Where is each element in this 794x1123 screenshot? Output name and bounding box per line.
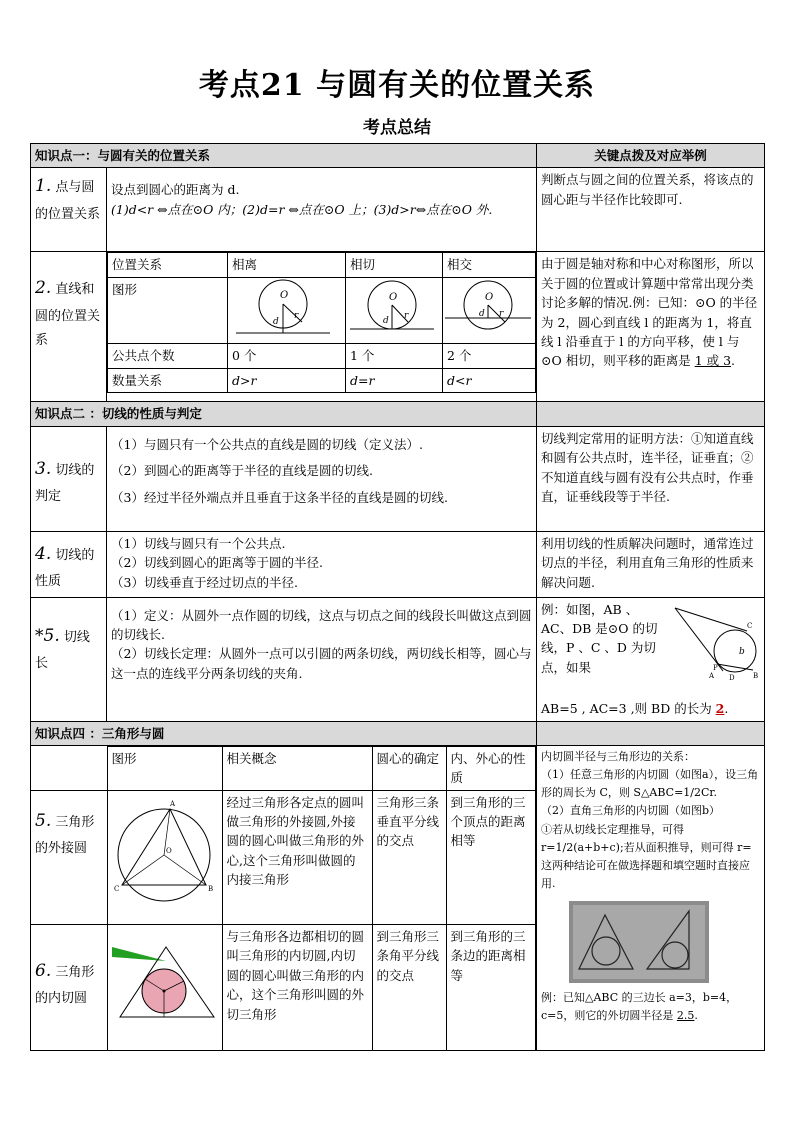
svg-text:D: D: [729, 673, 735, 682]
property-item-3: （3）切线垂直于经过切点的半径.: [111, 574, 298, 590]
key-points-header: 关键点拨及对应举例: [537, 144, 765, 168]
relation-tangent: d=r: [346, 368, 443, 392]
row-line-circle: [31, 252, 765, 402]
position-conditions: (1)d<r ⇔点在⊙O 内；(2)d=r ⇔点在⊙O 上；(3)d>r⇔点在⊙O 外.: [111, 201, 493, 217]
separate-figure: [228, 278, 338, 338]
judgement-item-2: （2）到圆心的距离等于半径的直线是圆的切线.: [111, 463, 373, 479]
incircle-figure: [108, 925, 221, 1045]
note-text: 由于圆是轴对称和中心对称图形，所以关于圆的位置或计算题中常常出现分类讨论多解的情况.例：已知：⊙O 的半径为 2，圆心到直线 l 的距离为 1，将直线 l 沿垂直于 l 的方向平移，使 l 与⊙O 相切，则平移的距离是: [541, 256, 758, 369]
svg-text:O: O: [389, 291, 398, 303]
example-answer: 2.5: [676, 1009, 695, 1023]
topic-number: 2.: [35, 278, 52, 299]
points-intersect: 2 个: [443, 344, 536, 368]
header-property: 内、外心的性质: [446, 746, 536, 790]
example-text: 例：如图，AB 、AC、DB 是⊙O 的切线，P 、C 、D 为切点，如果: [541, 601, 658, 675]
section-4-title: 知识点四 ：三角形与圆: [31, 721, 537, 745]
line-circle-table: [107, 252, 536, 393]
figure-label: 图形: [108, 277, 228, 343]
svg-text:d: d: [479, 308, 485, 319]
key-note-2: [537, 252, 765, 402]
key-note-4: 利用切线的性质解决问题时，通常连过切点的半径，利用直角三角形的性质来解决问题.: [537, 531, 765, 597]
example-end: .: [694, 1009, 698, 1023]
topic-cell-2: [31, 252, 107, 402]
topic-label: 切线的判定: [35, 462, 95, 505]
topic-cell-circumcircle: [31, 790, 107, 924]
key-note-3: 切线判定常用的证明方法：①知道直线和圆有公共点时，连半径，证垂直；②不知道直线与圆有没有公共点时，作垂直，证垂线段等于半径.: [537, 426, 765, 531]
header-tangent: 相切: [346, 253, 443, 277]
tangent-length-definition: （1）定义：从圆外一点作圆的切线，这点与切点之间的线段长叫做这点到圆的切线长.: [111, 607, 532, 643]
row-tangent-judgement: [31, 426, 765, 531]
topic-cell-1: [31, 168, 107, 252]
header-position: 位置关系: [108, 253, 228, 277]
section-1-title: 知识点一：与圆有关的位置关系: [31, 144, 537, 168]
header-center: 圆心的确定: [372, 746, 446, 790]
topic-number: *5.: [35, 625, 60, 646]
topic-number: 6.: [35, 961, 52, 982]
note-item-1: （1）任意三角形的内切圆（如图a），设三角形的周长为 C，则 S△ABC=1/2Cr.: [541, 768, 759, 800]
note-title: 内切圆半径与三角形边的关系：: [541, 749, 696, 763]
judgement-item-3: （3）经过半径外端点并且垂直于这条半径的直线是圆的切线.: [111, 489, 448, 505]
section-header-1: [31, 144, 765, 168]
relation-label: 数量关系: [108, 368, 228, 392]
svg-text:B: B: [753, 671, 759, 680]
svg-text:b: b: [739, 646, 745, 657]
svg-text:A: A: [169, 799, 175, 808]
page-title: 考点21 与圆有关的位置关系: [198, 68, 596, 103]
topic-cell-4: [31, 531, 107, 597]
topic-label: 三角形的外接圆: [35, 814, 95, 857]
header-intersect: 相交: [443, 253, 536, 277]
intersect-figure: [443, 278, 533, 338]
topic-label: 三角形的内切圆: [35, 965, 95, 1007]
key-note-5: [537, 597, 765, 721]
judgement-item-1: （1）与圆只有一个公共点的直线是圆的切线（定义法）.: [111, 436, 423, 452]
example: [541, 989, 760, 1025]
svg-text:d: d: [383, 315, 389, 326]
topic-label: 切线的性质: [35, 547, 95, 590]
header-separate: 相离: [228, 253, 346, 277]
incircle-concept: 与三角形各边都相切的圆叫三角形的内切圆,内切圆的圆心叫做三角形的内心，这个三角形叫圆的外切三角形: [222, 925, 372, 1051]
topic-number: 5.: [35, 810, 52, 831]
header-concept: 相关概念: [222, 746, 372, 790]
svg-text:O: O: [165, 846, 172, 855]
question-end: .: [724, 701, 729, 717]
circumcircle-concept: 经过三角形各定点的圆叫做三角形的外接圆,外接圆的圆心叫做三角形的外心,这个三角形叫做圆的内接三角形: [222, 790, 372, 924]
incircle-property: 到三角形的三条边的距离相等: [446, 925, 536, 1051]
incircle-center: 到三角形三条角平分线的交点: [372, 925, 446, 1051]
svg-text:r: r: [294, 310, 299, 321]
topic-number: 3.: [35, 458, 52, 479]
circumcircle-center: 三角形三条垂直平分线的交点: [372, 790, 446, 924]
question-text: AB=5 , AC=3 ,则 BD 的长为: [541, 701, 716, 717]
svg-text:P: P: [713, 663, 718, 672]
relation-separate: d>r: [228, 368, 346, 392]
row-point-circle: [31, 168, 765, 252]
property-item-1: （1）切线与圆只有一个公共点.: [111, 535, 286, 551]
svg-text:A: A: [709, 671, 715, 680]
tangent-length-theorem: （2）切线长定理：从圆外一点可以引圆的两条切线，两切线长相等，圆心与这一点的连线平分两条切线的夹角.: [111, 646, 532, 681]
svg-text:B: B: [207, 884, 213, 893]
topic-number: 4.: [35, 543, 52, 564]
topic-cell-3: [31, 426, 107, 531]
property-item-2: （2）切线到圆心的距离等于圆的半径.: [111, 555, 323, 571]
svg-text:O: O: [485, 291, 494, 303]
row-tangent-length: [31, 597, 765, 721]
header-figure: 图形: [107, 746, 222, 790]
topic-label: 点与圆的位置关系: [35, 180, 101, 222]
svg-text:r: r: [499, 308, 504, 319]
tangent-length-figure: [673, 604, 763, 682]
row-tangent-property: [31, 531, 765, 597]
topic-label: 切线长: [35, 629, 90, 672]
note-item-3: ①若从切线长定理推导，可得 r=1/2(a+b+c);若从面积推导，则可得 r=这两种结论可在做选择题和填空题时直接应用.: [541, 822, 752, 890]
points-tangent: 1 个: [346, 344, 443, 368]
section-header-4: [31, 721, 765, 745]
row-triangle-circle: [31, 745, 765, 1051]
section-header-2: [31, 402, 765, 426]
tangent-figure: [346, 278, 438, 338]
topic-cell-incircle: [31, 925, 107, 1051]
summary-table: [30, 143, 765, 1051]
note-answer: 1 或 3: [694, 353, 732, 369]
section-2-title: 知识点二 ：切线的性质与判定: [31, 402, 537, 426]
circumcircle-property: 到三角形的三个顶点的距离相等: [446, 790, 536, 924]
svg-text:O: O: [280, 289, 289, 301]
topic-label: 直线和圆的位置关系: [35, 282, 101, 349]
distance-definition: 设点到圆心的距离为 d.: [111, 182, 240, 198]
circumcircle-figure: [108, 791, 221, 919]
key-note-triangle: [537, 745, 765, 1051]
relation-intersect: d<r: [443, 368, 536, 392]
topic-number: 1.: [35, 176, 52, 197]
svg-text:d: d: [273, 316, 279, 327]
triangle-circle-table: [31, 746, 536, 1051]
question-answer: 2: [715, 701, 725, 717]
svg-text:r: r: [404, 310, 409, 321]
points-separate: 0 个: [228, 344, 346, 368]
topic-cell-5: [31, 597, 107, 721]
svg-text:C: C: [747, 621, 753, 630]
example-text: 例：已知△ABC 的三边长 a=3，b=4，c=5，则它的外切圆半径是: [541, 991, 738, 1023]
page-subtitle: 考点总结: [363, 118, 431, 138]
note-end: .: [731, 353, 736, 369]
key-note-1: 判断点与圆之间的位置关系，将该点的圆心距与半径作比较即可.: [537, 168, 765, 252]
incircle-photo: [569, 901, 709, 983]
note-item-2: （2）直角三角形的内切圆（如图b）: [541, 804, 721, 818]
svg-text:C: C: [113, 884, 119, 893]
points-label: 公共点个数: [108, 344, 228, 368]
example-question: [541, 699, 760, 718]
